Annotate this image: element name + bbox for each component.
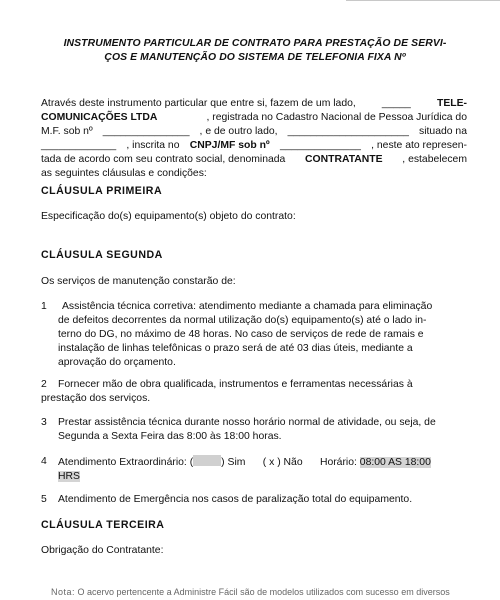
company-name-part: TELE- (436, 98, 467, 109)
clause-1-heading: CLÁUSULA PRIMEIRA (41, 185, 163, 197)
note-label: Nota: (51, 587, 76, 597)
item-text: Segunda a Sexta Feira das 8:00 às 18:00 horas. (58, 431, 282, 442)
blank-field: _____________________ (287, 126, 409, 137)
intro-text: situado na (419, 126, 467, 137)
intro-text: tada de acordo com seu contrato social, denominada (41, 154, 286, 165)
horario-value: 08:00 AS 18:00 (359, 457, 431, 468)
intro-text: M.F. sob nº (41, 126, 93, 137)
item-number: 4 (41, 456, 47, 467)
item-text: Fornecer mão de obra qualificada, instrumentos e ferramentas necessárias à (58, 379, 413, 390)
item-body (58, 300, 467, 370)
item-body (58, 455, 467, 484)
intro-text: as seguintes cláusulas e condições: (41, 168, 207, 179)
intro-paragraph (41, 97, 467, 181)
clause-2-heading: CLÁUSULA SEGUNDA (41, 249, 163, 261)
item-text: Assistência técnica corretiva: atendimento mediante a chamada para eliminação (62, 301, 433, 312)
blank-field: _____________ (41, 140, 117, 151)
blank-field: _______________ (102, 126, 190, 137)
intro-text: Através deste instrumento particular que entre si, fazem de um lado, (41, 98, 356, 109)
item-text: aprovação do orçamento. (58, 357, 176, 368)
intro-text: , e de outro lado, (199, 126, 278, 137)
sim-label: Sim (227, 457, 246, 468)
item-number: 1 (41, 301, 47, 312)
item-number: 2 (41, 379, 47, 390)
extraordinary-label: Atendimento Extraordinário: (58, 457, 187, 468)
item-text: prestação dos serviços. (41, 393, 151, 404)
open-paren: ( (189, 457, 194, 468)
company-name-part: COMUNICAÇÕES LTDA (41, 112, 158, 123)
item-number: 5 (41, 494, 47, 505)
clause-2-intro: Os serviços de manutenção constarão de: (41, 276, 236, 287)
item-body (41, 378, 467, 406)
item-number: 3 (41, 417, 47, 428)
intro-text: , neste ato represen- (371, 140, 467, 151)
title-line-1: INSTRUMENTO PARTICULAR DE CONTRATO PARA PRESTAÇÃO DE SERVI- (63, 38, 447, 49)
blank-field: ______________ (279, 140, 361, 151)
item-text: terno do DG, no máximo de 48 horas. No caso de serviços de rede de ramais e (58, 329, 424, 340)
cnpj-label: CNPJ/MF sob nº (189, 140, 270, 151)
clause-3-text: Obrigação do Contratante: (41, 545, 164, 556)
nao-option: ( x ) Não (262, 457, 303, 468)
close-paren: ) (221, 457, 225, 468)
intro-text: , registrada no Cadastro Nacional de Pessoa Jurídica do (206, 112, 467, 123)
item-body (58, 416, 467, 444)
item-text: instalação de linhas telefônicas o prazo será de até 03 dias úteis, mediante a (58, 343, 413, 354)
title-line-2: ÇOS E MANUTENÇÃO DO SISTEMA DE TELEFONIA FIXA Nº (104, 52, 406, 63)
contratante-label: CONTRATANTE (305, 154, 383, 165)
clause-3-heading: CLÁUSULA TERCEIRA (41, 519, 165, 531)
note-text: O acervo pertencente a Administre Fácil são de modelos utilizados com sucesso em diversos (77, 587, 450, 597)
sim-checkbox[interactable] (193, 455, 221, 466)
item-text: Atendimento de Emergência nos casos de paralização total do equipamento. (58, 494, 413, 505)
clause-1-text: Especificação do(s) equipamento(s) objeto do contrato: (41, 211, 296, 222)
intro-text: , estabelecem (402, 154, 467, 165)
blank-field: _____ (381, 98, 411, 109)
item-body (58, 493, 467, 507)
document-title (41, 37, 469, 65)
footer-note (51, 587, 450, 597)
horario-unit: HRS (58, 471, 80, 482)
item-text: Prestar assistência técnica durante nosso horário normal de atividade, ou seja, de (58, 417, 436, 428)
horario-label: Horário: (319, 457, 357, 468)
item-text: de defeitos decorrentes da normal utilização do(s) equipamento(s) até o lado in- (58, 315, 427, 326)
intro-text: , inscrita no (126, 140, 180, 151)
